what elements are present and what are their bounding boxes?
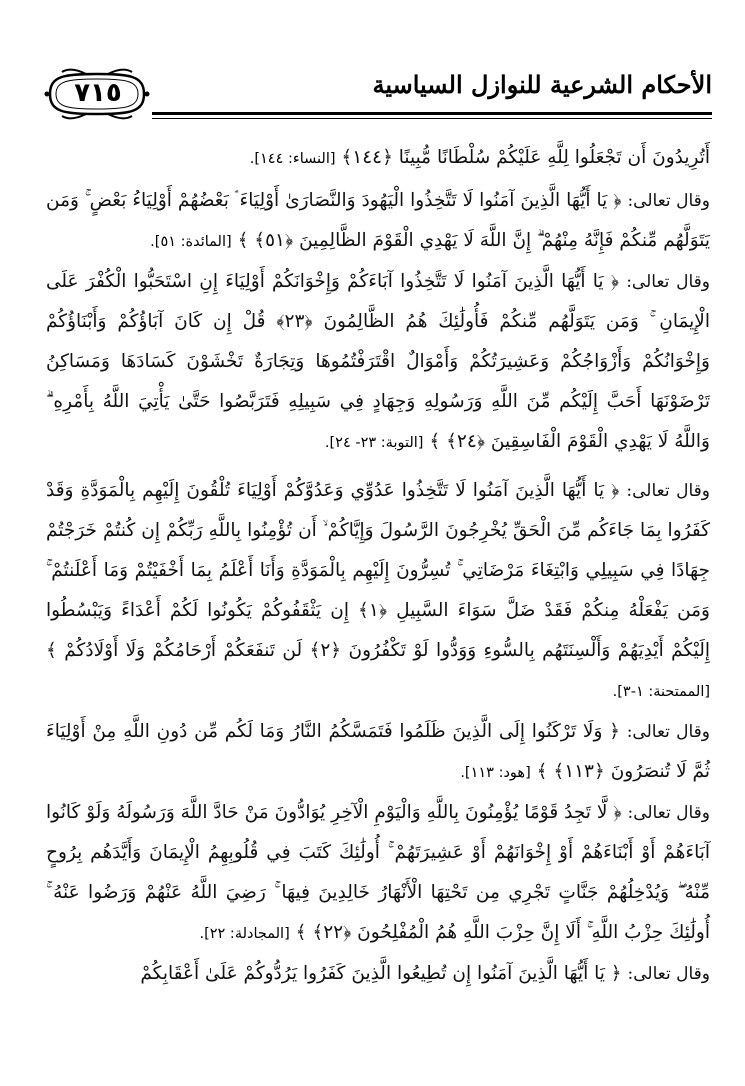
- verse-text: ﴿ يَا أَيُّهَا الَّذِينَ آمَنُوا لَا تَتَّخِذُوا عَدُوِّي وَعَدُوَّكُمْ أَوْلِيَاءَ تُلْقُونَ إِلَيْهِم بِالْمَوَدَّةِ وَقَدْ كَفَرُوا بِمَا جَاءَكُم مِّنَ الْحَقِّ يُخْرِجُونَ الرَّسُولَ وَإِيَّاكُمْ ۙ أَن تُؤْمِنُوا بِاللَّهِ رَبِّكُمْ إِن كُنتُمْ خَرَجْتُمْ جِهَادًا فِي سَبِيلِي وَابْتِغَاءَ مَرْضَاتِي ۚ تُسِرُّونَ إِلَيْهِم بِالْمَوَدَّةِ وَأَنَا أَعْلَمُ بِمَا أَخْفَيْتُمْ وَمَا أَعْلَنتُمْ ۚ وَمَن يَفْعَلْهُ مِنكُمْ فَقَدْ ضَلَّ سَوَاءَ السَّبِيلِ ﴿١﴾ إِن يَثْقَفُوكُمْ يَكُونُوا لَكُمْ أَعْدَاءً وَيَبْسُطُوا إِلَيْكُمْ أَيْدِيَهُمْ وَأَلْسِنَتَهُم بِالسُّوءِ وَوَدُّوا لَوْ تَكْفُرُونَ ﴿٢﴾ لَن تَنفَعَكُمْ أَرْحَامُكُمْ وَلَا أَوْلَادُكُمْ ﴾: [46, 480, 710, 661]
- verse-paragraph: [46, 793, 710, 954]
- verse-lead: وقال تعالى:: [626, 722, 710, 742]
- verse-lead: وقال تعالى:: [626, 481, 710, 501]
- verse-text: ﴿ يَا أَيُّهَا الَّذِينَ آمَنُوا إِن تُطِيعُوا الَّذِينَ كَفَرُوا يَرُدُّوكُمْ عَلَىٰ أَعْقَابِكُمْ: [140, 963, 622, 984]
- verse-lead: وقال تعالى:: [627, 803, 710, 823]
- verse-paragraph: [46, 262, 710, 463]
- verse-paragraph: [46, 471, 710, 712]
- verse-text: ﴿ وَلَا تَرْكَنُوا إِلَى الَّذِينَ ظَلَمُوا فَتَمَسَّكُمُ النَّارُ وَمَا لَكُم مِّن دُونِ اللَّهِ مِنْ أَوْلِيَاءَ ثُمَّ لَا تُنصَرُونَ ﴿١١٣﴾ ﴾: [46, 721, 710, 782]
- paragraph-gap: [46, 463, 710, 471]
- verse-paragraph: [46, 138, 710, 179]
- verse-reference: [التوبة: ٢٣- ٢٤].: [324, 435, 424, 451]
- verse-reference: [النساء: ١٤٤].: [249, 151, 336, 167]
- page-number: ٧١٥: [74, 78, 122, 108]
- verse-text: ﴿ لَّا تَجِدُ قَوْمًا يُؤْمِنُونَ بِاللَّهِ وَالْيَوْمِ الْآخِرِ يُوَادُّونَ مَنْ حَادَّ اللَّهَ وَرَسُولَهُ وَلَوْ كَانُوا آبَاءَهُمْ أَوْ أَبْنَاءَهُمْ أَوْ إِخْوَانَهُمْ أَوْ عَشِيرَتَهُمْ ۚ أُولَٰئِكَ كَتَبَ فِي قُلُوبِهِمُ الْإِيمَانَ وَأَيَّدَهُم بِرُوحٍ مِّنْهُ ۖ وَيُدْخِلُهُمْ جَنَّاتٍ تَجْرِي مِن تَحْتِهَا الْأَنْهَارُ خَالِدِينَ فِيهَا ۚ رَضِيَ اللَّهُ عَنْهُمْ وَرَضُوا عَنْهُ ۚ أُولَٰئِكَ حِزْبُ اللَّهِ ۚ أَلَا إِنَّ حِزْبَ اللَّهِ هُمُ الْمُفْلِحُونَ ﴿٢٢﴾ ﴾: [46, 802, 710, 943]
- page-body: [46, 138, 710, 994]
- running-title: الأحكام الشرعية للنوازل السياسية: [372, 70, 712, 99]
- verse-reference: [المائدة: ٥١].: [150, 234, 232, 250]
- verse-text: أَتُرِيدُونَ أَن تَجْعَلُوا لِلَّهِ عَلَيْكُمْ سُلْطَانًا مُّبِينًا ﴿١٤٤﴾: [341, 147, 710, 168]
- verse-paragraph: [46, 181, 710, 262]
- verse-reference: [هود: ١١٣].: [460, 765, 531, 781]
- verse-reference: [الممتحنة: ١-٣].: [612, 684, 710, 700]
- verse-lead: وقال تعالى:: [627, 191, 711, 211]
- verse-reference: [المجادلة: ٢٢].: [199, 926, 290, 942]
- verse-text: ﴿ يَا أَيُّهَا الَّذِينَ آمَنُوا لَا تَتَّخِذُوا الْيَهُودَ وَالنَّصَارَىٰ أَوْلِيَاءَ ۘ بَعْضُهُمْ أَوْلِيَاءُ بَعْضٍ ۚ وَمَن يَتَوَلَّهُم مِّنكُمْ فَإِنَّهُ مِنْهُمْ ۗ إِنَّ اللَّهَ لَا يَهْدِي الْقَوْمَ الظَّالِمِينَ ﴿٥١﴾ ﴾: [46, 190, 710, 251]
- verse-lead: وقال تعالى:: [626, 272, 710, 292]
- verse-lead: وقال تعالى:: [627, 964, 710, 984]
- page-number-badge: [44, 68, 150, 120]
- verse-paragraph: [46, 712, 710, 793]
- header-rule: [152, 112, 712, 115]
- header-rule-thin: [152, 118, 712, 119]
- page-header: [44, 52, 712, 122]
- verse-paragraph: [46, 954, 710, 994]
- verse-text: ﴿ يَا أَيُّهَا الَّذِينَ آمَنُوا لَا تَتَّخِذُوا آبَاءَكُمْ وَإِخْوَانَكُمْ أَوْلِيَاءَ إِنِ اسْتَحَبُّوا الْكُفْرَ عَلَى الْإِيمَانِ ۚ وَمَن يَتَوَلَّهُم مِّنكُمْ فَأُولَٰئِكَ هُمُ الظَّالِمُونَ ﴿٢٣﴾ قُلْ إِن كَانَ آبَاؤُكُمْ وَأَبْنَاؤُكُمْ وَإِخْوَانُكُمْ وَأَزْوَاجُكُمْ وَعَشِيرَتُكُمْ وَأَمْوَالٌ اقْتَرَفْتُمُوهَا وَتِجَارَةٌ تَخْشَوْنَ كَسَادَهَا وَمَسَاكِنُ تَرْضَوْنَهَا أَحَبَّ إِلَيْكُم مِّنَ اللَّهِ وَرَسُولِهِ وَجِهَادٍ فِي سَبِيلِهِ فَتَرَبَّصُوا حَتَّىٰ يَأْتِيَ اللَّهُ بِأَمْرِهِ ۗ وَاللَّهُ لَا يَهْدِي الْقَوْمَ الْفَاسِقِينَ ﴿٢٤﴾ ﴾: [46, 271, 711, 452]
